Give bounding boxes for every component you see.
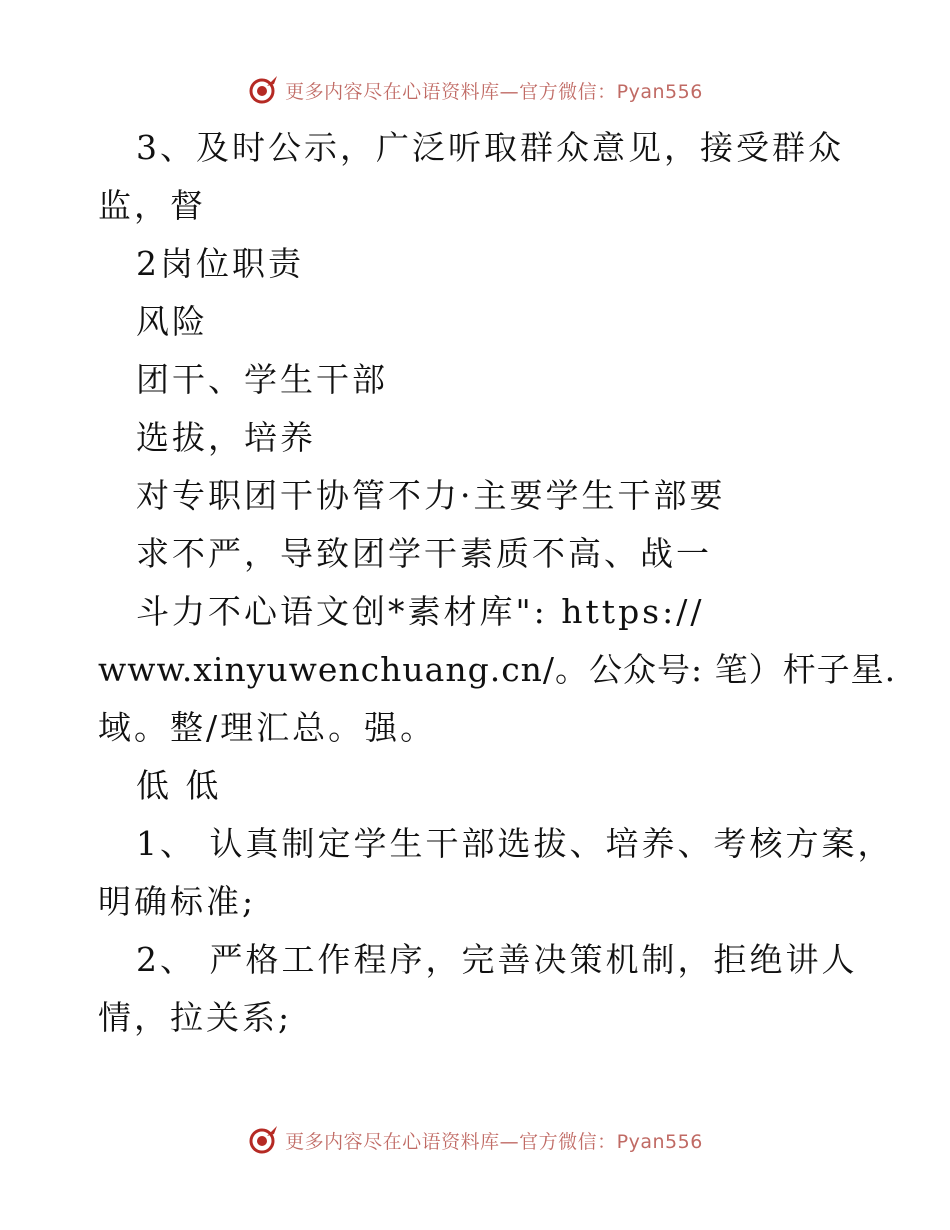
body-line-2: [98, 186, 206, 226]
quill-logo-icon: [247, 74, 279, 106]
body-line-2-text: 监，督: [98, 186, 206, 225]
body-line-4: 风险: [136, 302, 208, 341]
body-line-5: 团干、学生干部: [136, 360, 388, 399]
body-line-16: 情，拉关系;: [98, 998, 293, 1037]
body-line-1: 3、及时公示，广泛听取群众意见，接受群众: [136, 128, 844, 167]
body-line-10: www.xinyuwenchuang.cn/。公众号: 笔）杆子星.: [98, 650, 897, 689]
quill-logo-icon: [247, 1124, 279, 1156]
body-line-13: 1、 认真制定学生干部选拔、培养、考核方案，: [136, 824, 894, 863]
footer-banner: [0, 1120, 950, 1160]
body-line-7: 对专职团干协管不力·主要学生干部要: [136, 476, 726, 515]
body-line-11: 域。整/理汇总。强。: [98, 708, 437, 747]
body-line-15: 2、 严格工作程序，完善决策机制，拒绝讲人: [136, 940, 858, 979]
body-line-8: 求不严，导致团学干素质不高、战一: [136, 534, 712, 573]
body-line-14: 明确标准;: [98, 882, 257, 921]
body-line-12: 低 低: [136, 766, 222, 805]
body-line-6: 选拔，培养: [136, 418, 316, 457]
header-banner: [0, 70, 950, 110]
header-banner-text: 更多内容尽在心语资料库—官方微信：Pyan556: [285, 80, 703, 103]
footer-banner-text: 更多内容尽在心语资料库—官方微信：Pyan556: [285, 1130, 703, 1153]
body-line-9: 斗力不心语文创*素材库": https://: [136, 592, 705, 631]
body-line-3: 2岗位职责: [136, 244, 304, 283]
